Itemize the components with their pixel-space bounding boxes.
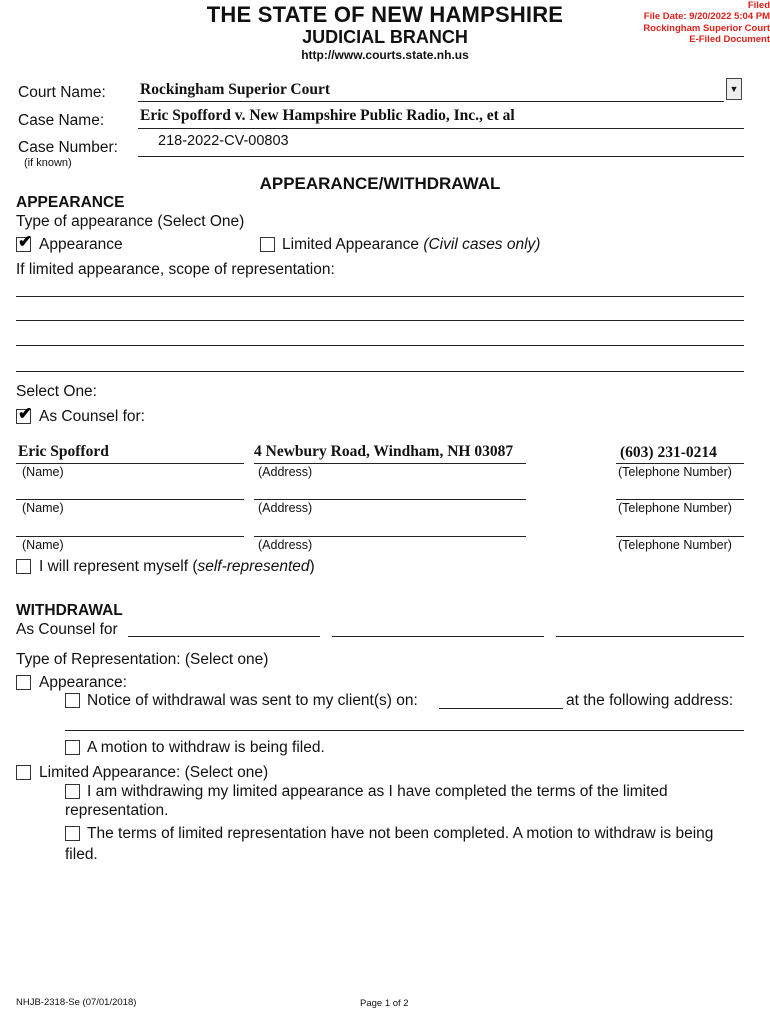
limited-completed-checkbox[interactable] (65, 784, 80, 799)
client-name-caption-3: (Name) (22, 538, 64, 552)
case-name-field[interactable]: Eric Spofford v. New Hampshire Public Radio, Inc., et al (140, 107, 515, 124)
self-represented-text-italic: self-represented (197, 558, 310, 575)
withdrawal-appearance-checkbox[interactable] (16, 675, 31, 690)
self-represented-text-post: ) (309, 558, 315, 575)
form-id: NHJB-2318-Se (07/01/2018) (16, 997, 137, 1008)
chevron-down-icon: ▼ (729, 84, 739, 94)
client-phone-line-1 (616, 463, 744, 464)
withdrawal-limited-label: Limited Appearance: (Select one) (39, 764, 269, 781)
client-address-caption-1: (Address) (258, 465, 313, 479)
appearance-heading: APPEARANCE (16, 194, 125, 211)
limited-completed-label-2: representation. (65, 802, 169, 819)
withdrawal-heading: WITHDRAWAL (16, 602, 123, 619)
filed-stamp (643, 0, 770, 45)
withdrawal-counsel-line-2[interactable] (332, 636, 544, 637)
client-phone-caption-1: (Telephone Number) (618, 465, 732, 479)
client-name-line-3[interactable] (16, 536, 244, 537)
client-phone-caption-2: (Telephone Number) (618, 501, 732, 515)
client-name-line-2[interactable] (16, 499, 244, 500)
notice-date-line[interactable] (439, 708, 563, 709)
notice-sent-label: Notice of withdrawal was sent to my client(s) on: (87, 692, 418, 709)
appearance-option-label: Appearance (39, 236, 123, 253)
scope-line-4[interactable] (16, 371, 744, 372)
motion-checkbox[interactable] (65, 740, 80, 755)
withdrawal-counsel-line-3[interactable] (556, 636, 744, 637)
self-represented-label (39, 558, 315, 576)
client-name-line-1 (16, 463, 244, 464)
case-name-underline (138, 128, 744, 129)
self-represented-checkbox[interactable] (16, 559, 31, 574)
state-title: THE STATE OF NEW HAMPSHIRE (206, 2, 564, 27)
client-address-line-3[interactable] (254, 536, 526, 537)
filed-date: File Date: 9/20/2022 5:04 PM (643, 11, 770, 23)
limited-completed-label-1: I am withdrawing my limited appearance as I have completed the terms of the limited (87, 783, 668, 800)
limited-appearance-label: Limited Appearance (282, 236, 420, 253)
court-name-value: Rockingham Superior Court (140, 81, 331, 98)
self-represented-text-pre: I will represent myself ( (39, 558, 198, 575)
form-title: APPEARANCE/WITHDRAWAL (259, 174, 501, 193)
notice-address-line[interactable] (65, 730, 744, 731)
branch-title: JUDICIAL BRANCH (302, 27, 468, 47)
client-name-caption-1: (Name) (22, 465, 64, 479)
client-name-1[interactable]: Eric Spofford (18, 443, 109, 460)
counsel-for-label: As Counsel for: (39, 408, 145, 425)
withdrawal-appearance-label: Appearance: (39, 674, 127, 691)
client-address-caption-2: (Address) (258, 501, 313, 515)
notice-address-label: at the following address: (566, 692, 734, 709)
client-address-1[interactable]: 4 Newbury Road, Windham, NH 03087 (254, 443, 514, 460)
client-address-line-2[interactable] (254, 499, 526, 500)
withdrawal-counsel-label: As Counsel for (16, 621, 118, 638)
limited-appearance-option (282, 236, 540, 254)
client-phone-line-3[interactable] (616, 536, 744, 537)
court-url[interactable]: http://www.courts.state.nh.us (301, 48, 469, 62)
case-number-label: Case Number: (18, 139, 118, 156)
scope-line-3[interactable] (16, 345, 744, 346)
limited-not-completed-label-1: The terms of limited representation have not been completed. A motion to withdraw is being (87, 825, 714, 842)
client-address-line-1 (254, 463, 526, 464)
case-name-label: Case Name: (18, 112, 105, 129)
client-phone-line-2[interactable] (616, 499, 744, 500)
withdrawal-limited-checkbox[interactable] (16, 765, 31, 780)
case-number-field[interactable]: 218-2022-CV-00803 (158, 133, 289, 149)
limited-appearance-checkbox[interactable] (260, 237, 275, 252)
filed-doc-type: E-Filed Document (689, 33, 770, 45)
appearance-checkbox[interactable] (16, 232, 33, 252)
limited-not-completed-label-2: filed. (65, 846, 98, 863)
case-number-underline (138, 156, 744, 157)
checkmark-icon: ✔ (18, 232, 33, 251)
notice-sent-checkbox[interactable] (65, 693, 80, 708)
appearance-type-prompt: Type of appearance (Select One) (16, 213, 245, 230)
court-name-label: Court Name: (18, 84, 106, 101)
counsel-for-checkbox[interactable] (16, 404, 33, 424)
scope-line-2[interactable] (16, 320, 744, 321)
select-one-label: Select One: (16, 383, 97, 400)
case-number-note: (if known) (24, 157, 72, 169)
client-name-caption-2: (Name) (22, 501, 64, 515)
court-name-underline (138, 101, 724, 102)
client-phone-1[interactable]: (603) 231-0214 (620, 444, 717, 461)
filed-line-1: Filed (747, 0, 770, 11)
withdrawal-counsel-line-1[interactable] (128, 636, 320, 637)
page-number: Page 1 of 2 (360, 998, 409, 1009)
representation-type-prompt: Type of Representation: (Select one) (16, 651, 269, 668)
court-dropdown-button[interactable] (726, 78, 742, 100)
scope-prompt: If limited appearance, scope of representation: (16, 261, 335, 278)
motion-label: A motion to withdraw is being filed. (87, 739, 325, 756)
filed-court: Rockingham Superior Court (643, 22, 770, 34)
client-address-caption-3: (Address) (258, 538, 313, 552)
client-phone-caption-3: (Telephone Number) (618, 538, 732, 552)
scope-line-1[interactable] (16, 296, 744, 297)
checkmark-icon: ✔ (18, 404, 33, 423)
limited-not-completed-checkbox[interactable] (65, 826, 80, 841)
limited-appearance-note: (Civil cases only) (423, 236, 541, 253)
